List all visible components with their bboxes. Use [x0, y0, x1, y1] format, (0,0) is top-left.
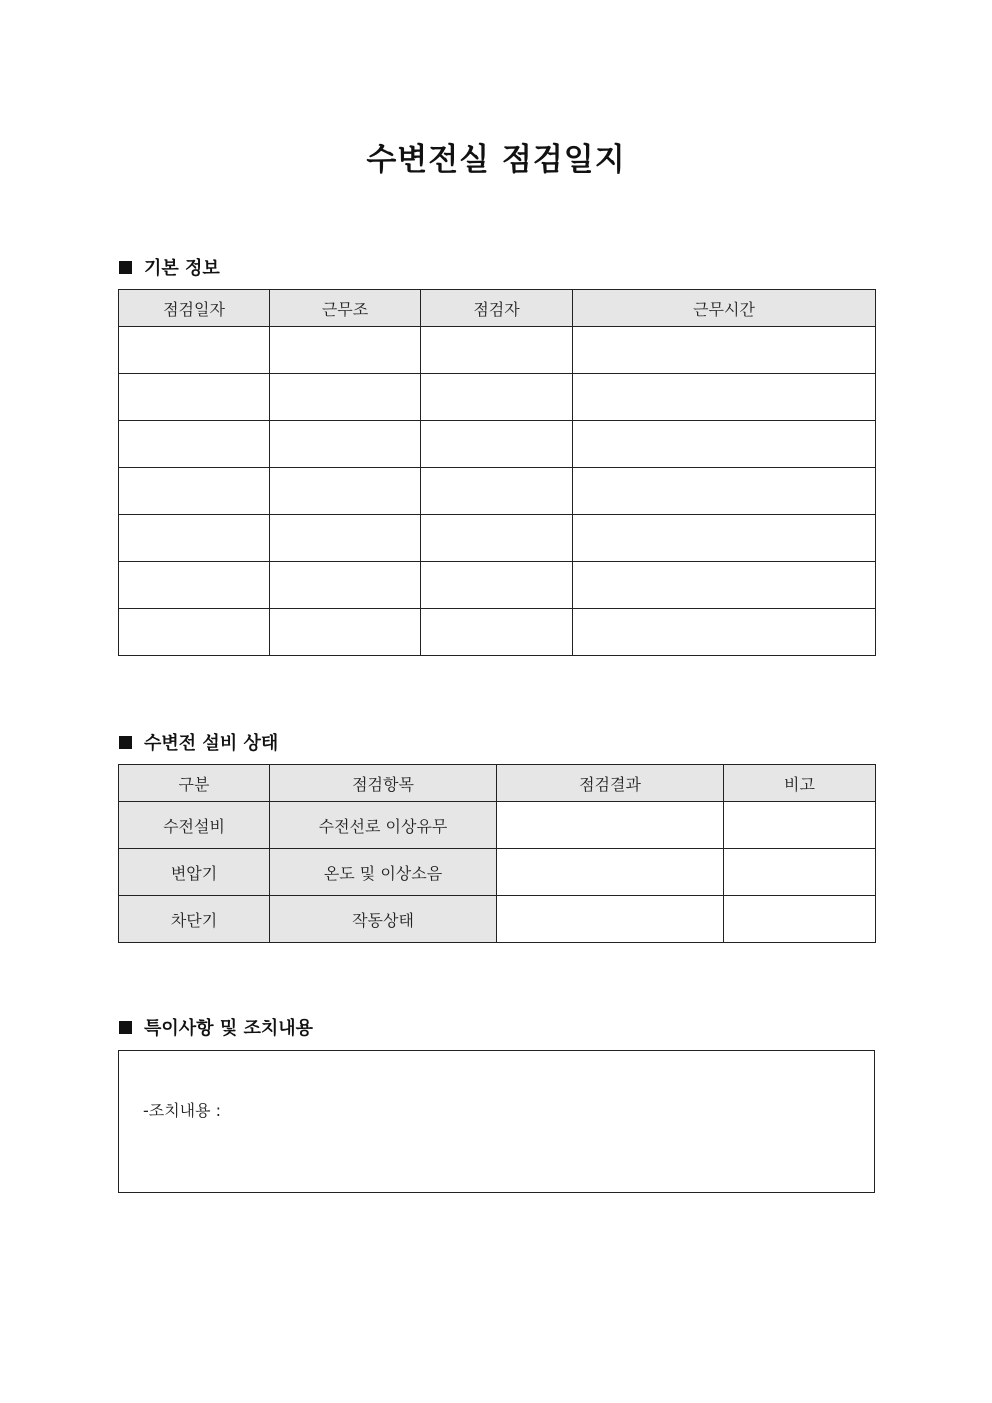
inspection-date-cell[interactable]	[119, 515, 270, 562]
category-cell: 수전설비	[119, 802, 270, 849]
table-row	[119, 609, 876, 656]
work-hours-cell[interactable]	[573, 562, 876, 609]
inspection-item-cell: 수전선로 이상유무	[270, 802, 497, 849]
table-row	[119, 374, 876, 421]
inspection-date-cell[interactable]	[119, 609, 270, 656]
basic-info-table	[118, 289, 876, 656]
table-row	[119, 327, 876, 374]
black-square-icon	[119, 736, 132, 749]
section-heading-equipment-status	[119, 729, 278, 755]
column-header-remarks: 비고	[724, 765, 876, 802]
work-hours-cell[interactable]	[573, 421, 876, 468]
inspection-result-cell[interactable]	[497, 849, 724, 896]
inspector-cell[interactable]	[421, 421, 573, 468]
table-row	[119, 562, 876, 609]
equipment-status-table	[118, 764, 876, 943]
column-header-category: 구분	[119, 765, 270, 802]
column-header-inspection-result: 점검결과	[497, 765, 724, 802]
inspector-cell[interactable]	[421, 374, 573, 421]
column-header-work-hours: 근무시간	[573, 290, 876, 327]
inspection-date-cell[interactable]	[119, 374, 270, 421]
category-cell: 변압기	[119, 849, 270, 896]
inspector-cell[interactable]	[421, 327, 573, 374]
section-heading-label: 수변전 설비 상태	[144, 733, 279, 754]
work-hours-cell[interactable]	[573, 374, 876, 421]
section-heading-label: 기본 정보	[144, 258, 220, 279]
inspector-cell[interactable]	[421, 468, 573, 515]
inspection-date-cell[interactable]	[119, 562, 270, 609]
section-heading-notes	[119, 1014, 313, 1040]
column-header-inspection-item: 점검항목	[270, 765, 497, 802]
inspection-item-cell: 작동상태	[270, 896, 497, 943]
column-header-inspection-date: 점검일자	[119, 290, 270, 327]
shift-cell[interactable]	[270, 421, 421, 468]
category-cell: 차단기	[119, 896, 270, 943]
inspection-date-cell[interactable]	[119, 468, 270, 515]
inspection-result-cell[interactable]	[497, 802, 724, 849]
remarks-cell[interactable]	[724, 896, 876, 943]
table-row	[119, 896, 876, 943]
table-row	[119, 849, 876, 896]
shift-cell[interactable]	[270, 515, 421, 562]
black-square-icon	[119, 1021, 132, 1034]
inspection-date-cell[interactable]	[119, 327, 270, 374]
action-taken-label: -조치내용 :	[143, 1101, 222, 1120]
shift-cell[interactable]	[270, 327, 421, 374]
shift-cell[interactable]	[270, 562, 421, 609]
inspection-result-cell[interactable]	[497, 896, 724, 943]
remarks-cell[interactable]	[724, 849, 876, 896]
black-square-icon	[119, 261, 132, 274]
inspection-item-cell: 온도 및 이상소음	[270, 849, 497, 896]
table-row	[119, 515, 876, 562]
table-header-row	[119, 765, 876, 802]
table-row	[119, 468, 876, 515]
shift-cell[interactable]	[270, 468, 421, 515]
notes-box[interactable]	[118, 1050, 875, 1193]
work-hours-cell[interactable]	[573, 515, 876, 562]
inspection-date-cell[interactable]	[119, 421, 270, 468]
shift-cell[interactable]	[270, 609, 421, 656]
work-hours-cell[interactable]	[573, 327, 876, 374]
page-title: 수변전실 점검일지	[366, 142, 626, 178]
inspector-cell[interactable]	[421, 515, 573, 562]
table-row	[119, 421, 876, 468]
table-row	[119, 802, 876, 849]
inspector-cell[interactable]	[421, 562, 573, 609]
table-header-row	[119, 290, 876, 327]
column-header-inspector: 점검자	[421, 290, 573, 327]
shift-cell[interactable]	[270, 374, 421, 421]
work-hours-cell[interactable]	[573, 468, 876, 515]
column-header-shift: 근무조	[270, 290, 421, 327]
work-hours-cell[interactable]	[573, 609, 876, 656]
section-heading-basic-info	[119, 254, 220, 280]
section-heading-label: 특이사항 및 조치내용	[144, 1018, 314, 1039]
inspector-cell[interactable]	[421, 609, 573, 656]
remarks-cell[interactable]	[724, 802, 876, 849]
